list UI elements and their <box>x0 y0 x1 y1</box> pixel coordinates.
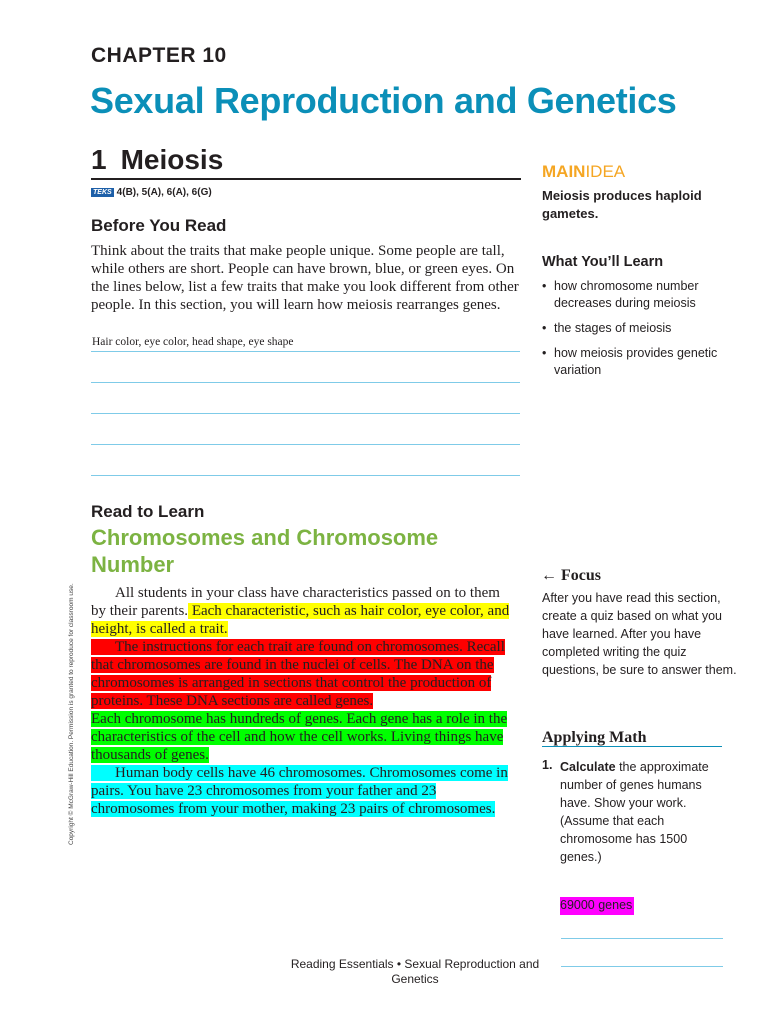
paragraph-1-text: All students in your class have characteristics passed on to them by their parents. <box>91 585 500 619</box>
question-body: the approximate number of genes humans have. Show your work. (Assume that each chromosome has 1500 genes.) <box>560 760 709 864</box>
paragraph-2 <box>91 638 516 710</box>
page-title: Sexual Reproduction and Genetics <box>90 80 677 121</box>
teks-codes: 4(B), 5(A), 6(A), 6(G) <box>116 187 212 198</box>
paragraph-2-text: The instructions for each trait are found on chromosomes. Recall that chromosomes are found in the nuclei of cells. The DNA on the chromosomes is arranged in sections that control the production of proteins. These DNA sections are called genes. <box>91 639 505 709</box>
arrow-left-icon: ← <box>541 567 557 584</box>
paragraph-3 <box>91 710 516 764</box>
answer-line-4 <box>91 444 520 445</box>
before-you-read-text: Think about the traits that make people unique. Some people are tall, while others are short. People can have brown, blue, or green eyes. On the lines below, list a few traits that make you look different from other people. In this section, you will learn how meiosis rearranges genes. <box>91 243 519 313</box>
answer-line-2 <box>91 382 520 383</box>
learn-list <box>542 278 732 387</box>
learn-item: • the stages of meiosis <box>542 320 732 337</box>
applying-math-rule <box>542 746 722 747</box>
before-you-read-heading: Before You Read <box>91 216 227 235</box>
section-rule <box>91 178 521 180</box>
learn-item: • how chromosome number decreases during meiosis <box>542 278 732 312</box>
answer-line-5 <box>91 475 520 476</box>
question-number: 1. <box>542 758 553 772</box>
focus-heading-text: Focus <box>561 567 601 584</box>
main-idea-text: Meiosis produces haploid gametes. <box>542 188 702 221</box>
teks-badge: TEKS <box>93 189 112 196</box>
what-youll-learn-heading: What You’ll Learn <box>542 254 664 270</box>
main-idea-label <box>542 162 625 182</box>
main-idea-label-idea: IDEA <box>585 162 626 181</box>
math-answer-line-2 <box>561 966 723 967</box>
answer-line-1 <box>91 351 520 352</box>
paragraph-4 <box>91 764 516 818</box>
copyright-notice: Copyright © McGraw-Hill Education. Permission is granted to reproduce for classroom use. <box>68 583 75 845</box>
footer-chapter: Sexual Reproduction and Genetics <box>391 957 540 986</box>
math-answer-line-1 <box>561 938 723 939</box>
section-number: 1 <box>91 144 107 175</box>
footer-book: Reading Essentials <box>290 957 394 971</box>
math-answer: 69000 genes <box>560 897 634 915</box>
reading-body <box>91 584 516 818</box>
page-footer <box>270 957 560 987</box>
paragraph-1 <box>91 584 516 638</box>
focus-heading <box>541 567 601 585</box>
highlight-green: Each chromosome has hundreds of genes. Each gene has a role in the characteristics of the cell and how the cell works. Living things have thousands of genes. <box>91 711 508 763</box>
chromosomes-subheading: Chromosomes and Chromosome Number <box>91 525 439 577</box>
footer-bullet: • <box>393 957 405 971</box>
answer-line-3 <box>91 413 520 414</box>
question-verb: Calculate <box>560 760 616 774</box>
teks-standards <box>91 187 212 198</box>
paragraph-4-text: Human body cells have 46 chromosomes. Chromosomes come in pairs. You have 23 chromosomes from your father and 23 chromosomes from your mother, making 23 pairs of chromosomes. <box>91 765 508 817</box>
highlight-cyan <box>91 765 508 817</box>
read-to-learn-heading: Read to Learn <box>91 502 205 521</box>
focus-text: After you have read this section, create a quiz based on what you have learned. After you have completed writing the quiz questions, be sure to answer them. <box>542 591 737 677</box>
applying-math-heading: Applying Math <box>542 729 647 746</box>
chapter-label: CHAPTER 10 <box>91 44 227 67</box>
section-title <box>91 144 223 176</box>
main-idea-label-main: MAIN <box>542 162 586 181</box>
math-question <box>560 758 730 866</box>
section-name: Meiosis <box>120 144 224 175</box>
highlight-yellow: Each characteristic, such as hair color, eye color, and height, is called a trait. <box>91 603 510 637</box>
learn-item: • how meiosis provides genetic variation <box>542 345 732 379</box>
traits-answer: Hair color, eye color, head shape, eye shape <box>92 336 294 348</box>
highlight-red <box>91 639 505 709</box>
